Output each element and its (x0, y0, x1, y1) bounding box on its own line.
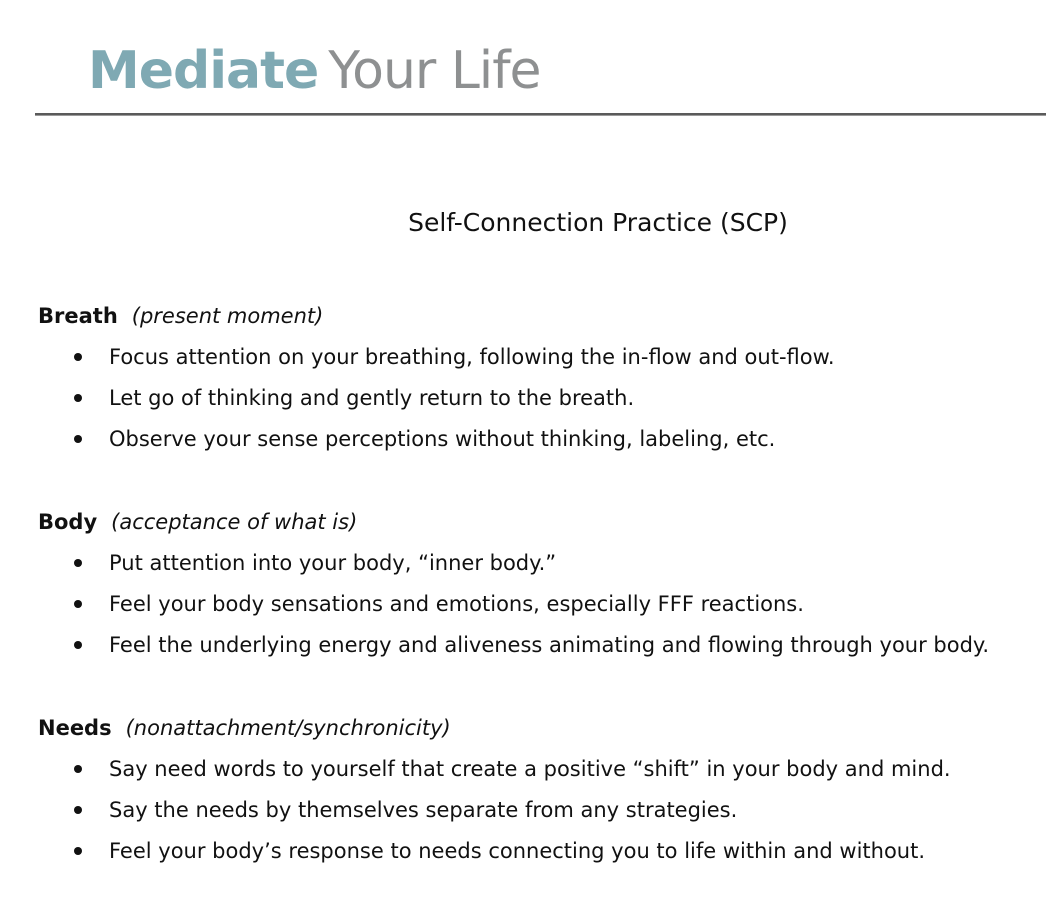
list-item (38, 837, 1038, 865)
logo-your-life-text: Your Life (328, 41, 541, 101)
bullet-list (38, 343, 1038, 453)
section-subtitle: (acceptance of what is) (111, 510, 358, 534)
section-label: Breath (38, 304, 118, 328)
bullet-list (38, 549, 1038, 659)
section-label: Body (38, 510, 98, 534)
list-item (38, 425, 1038, 453)
list-item-text: Let go of thinking and gently return to the breath. (109, 386, 635, 410)
list-item-text: Focus attention on your breathing, following the in-flow and out-flow. (109, 345, 835, 369)
list-item (38, 796, 1038, 824)
section-needs (38, 714, 1038, 865)
bullet-icon (74, 435, 82, 443)
bullet-icon (74, 765, 82, 773)
section-label: Needs (38, 716, 112, 740)
bullet-icon (74, 600, 82, 608)
bullet-icon (74, 353, 82, 361)
section-heading (38, 714, 1038, 742)
section-subtitle: (nonattachment/synchronicity) (125, 716, 451, 740)
list-item-text: Say the needs by themselves separate from any strategies. (109, 798, 738, 822)
brand-logo (88, 38, 541, 104)
section-heading (38, 302, 1038, 330)
list-item (38, 384, 1038, 412)
logo-mediate-text: Mediate (88, 41, 319, 101)
document-title: Self-Connection Practice (SCP) (408, 208, 788, 237)
list-item-text: Observe your sense perceptions without thinking, labeling, etc. (109, 427, 776, 451)
list-item (38, 343, 1038, 371)
bullet-list (38, 755, 1038, 865)
list-item-text: Feel your body’s response to needs connecting you to life within and without. (109, 839, 926, 863)
list-item (38, 590, 1038, 618)
list-item (38, 631, 1038, 659)
bullet-icon (74, 559, 82, 567)
list-item-text: Say need words to yourself that create a positive “shift” in your body and mind. (109, 757, 951, 781)
bullet-icon (74, 847, 82, 855)
bullet-icon (74, 394, 82, 402)
list-item-text: Feel your body sensations and emotions, especially FFF reactions. (109, 592, 804, 616)
bullet-icon (74, 806, 82, 814)
bullet-icon (74, 641, 82, 649)
section-subtitle: (present moment) (131, 304, 324, 328)
list-item-text: Feel the underlying energy and aliveness animating and flowing through your body. (109, 633, 990, 657)
list-item (38, 755, 1038, 783)
section-heading (38, 508, 1038, 536)
header-divider (35, 113, 1046, 116)
list-item-text: Put attention into your body, “inner body.” (109, 551, 557, 575)
list-item (38, 549, 1038, 577)
section-body (38, 508, 1038, 659)
section-breath (38, 302, 1038, 453)
